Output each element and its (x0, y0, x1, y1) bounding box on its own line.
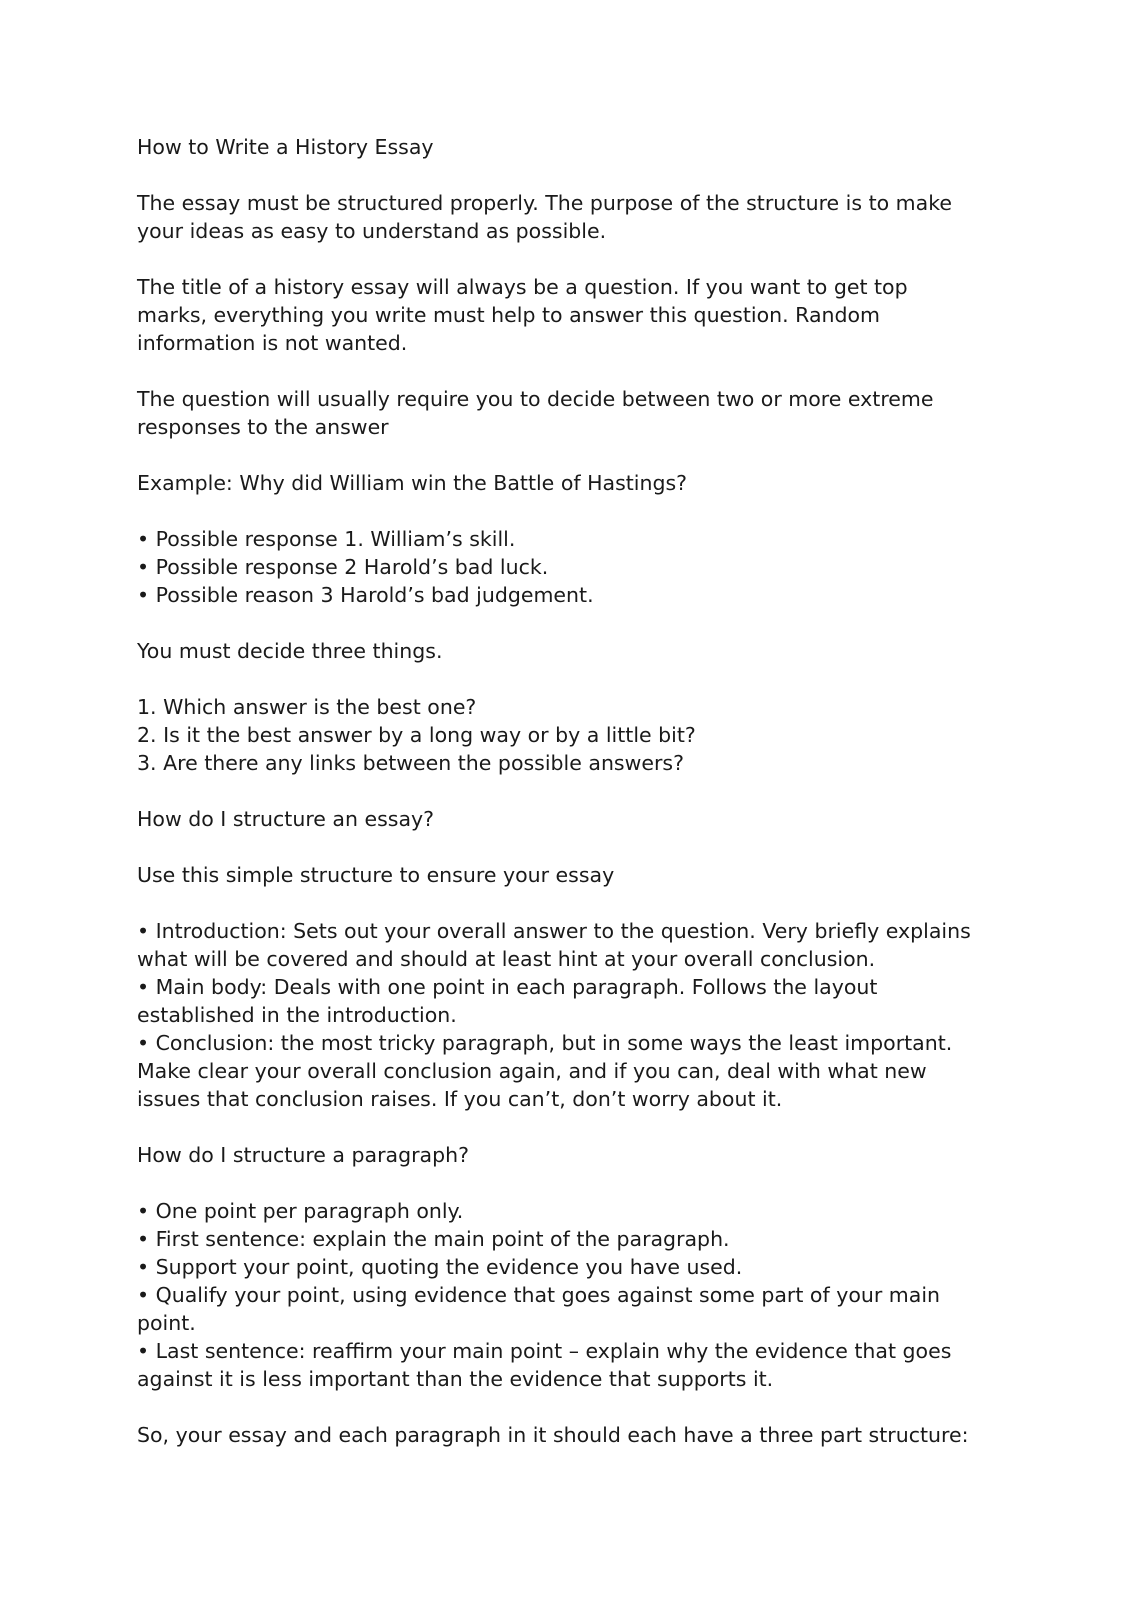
list-item: point. (137, 1311, 196, 1335)
list-item: what will be covered and should at least hint at your overall conclusion. (137, 947, 876, 971)
text-line: The essay must be structured properly. The purpose of the structure is to make (137, 191, 952, 215)
list-item: established in the introduction. (137, 1003, 457, 1027)
text-line: information is not wanted. (137, 331, 408, 355)
list-item: • First sentence: explain the main point of the paragraph. (137, 1227, 730, 1251)
spacer (137, 889, 997, 917)
list-item: • Conclusion: the most tricky paragraph, but in some ways the least important. (137, 1031, 953, 1055)
text-line: The question will usually require you to decide between two or more extreme (137, 387, 934, 411)
heading-paragraph-structure: How do I structure a paragraph? (137, 1143, 469, 1167)
list-item: 1. Which answer is the best one? (137, 695, 477, 719)
spacer (137, 1169, 997, 1197)
spacer (137, 497, 997, 525)
closing-sentence: So, your essay and each paragraph in it should each have a three part structure: (137, 1423, 969, 1447)
spacer (137, 1393, 997, 1421)
spacer (137, 777, 997, 805)
decide-intro: You must decide three things. (137, 639, 443, 663)
spacer (137, 609, 997, 637)
list-item: • Support your point, quoting the evidence you have used. (137, 1255, 743, 1279)
text-line: responses to the answer (137, 415, 389, 439)
spacer (137, 441, 997, 469)
heading-essay-structure: How do I structure an essay? (137, 807, 435, 831)
list-item: • Qualify your point, using evidence that goes against some part of your main (137, 1283, 941, 1307)
list-item: against it is less important than the evidence that supports it. (137, 1367, 774, 1391)
paragraph-structure-purpose (137, 189, 997, 245)
list-item: 3. Are there any links between the possible answers? (137, 751, 684, 775)
structure-intro: Use this simple structure to ensure your essay (137, 863, 615, 887)
list-item: • Main body: Deals with one point in each paragraph. Follows the layout (137, 975, 878, 999)
list-item: Make clear your overall conclusion again, and if you can, deal with what new (137, 1059, 927, 1083)
paragraph-title-question (137, 273, 997, 357)
list-item: 2. Is it the best answer by a long way or by a little bit? (137, 723, 696, 747)
list-item: • One point per paragraph only. (137, 1199, 464, 1223)
paragraph-structure-list (137, 1197, 997, 1393)
spacer (137, 1113, 997, 1141)
spacer (137, 245, 997, 273)
list-item: • Possible response 2 Harold’s bad luck. (137, 555, 549, 579)
list-item: issues that conclusion raises. If you can’t, don’t worry about it. (137, 1087, 783, 1111)
document-title: How to Write a History Essay (137, 135, 434, 159)
essay-structure-list (137, 917, 997, 1113)
spacer (137, 357, 997, 385)
example-question: Example: Why did William win the Battle of Hastings? (137, 471, 688, 495)
list-item: • Possible reason 3 Harold’s bad judgement. (137, 583, 594, 607)
document-body (137, 133, 997, 1449)
text-line: The title of a history essay will always be a question. If you want to get top (137, 275, 908, 299)
text-line: your ideas as easy to understand as possible. (137, 219, 607, 243)
decide-list (137, 693, 997, 777)
list-item: • Introduction: Sets out your overall answer to the question. Very briefly explains (137, 919, 971, 943)
text-line: marks, everything you write must help to answer this question. Random (137, 303, 881, 327)
spacer (137, 665, 997, 693)
responses-list (137, 525, 997, 609)
list-item: • Possible response 1. William’s skill. (137, 527, 516, 551)
spacer (137, 161, 997, 189)
spacer (137, 833, 997, 861)
paragraph-extreme-responses (137, 385, 997, 441)
list-item: • Last sentence: reaffirm your main point – explain why the evidence that goes (137, 1339, 952, 1363)
